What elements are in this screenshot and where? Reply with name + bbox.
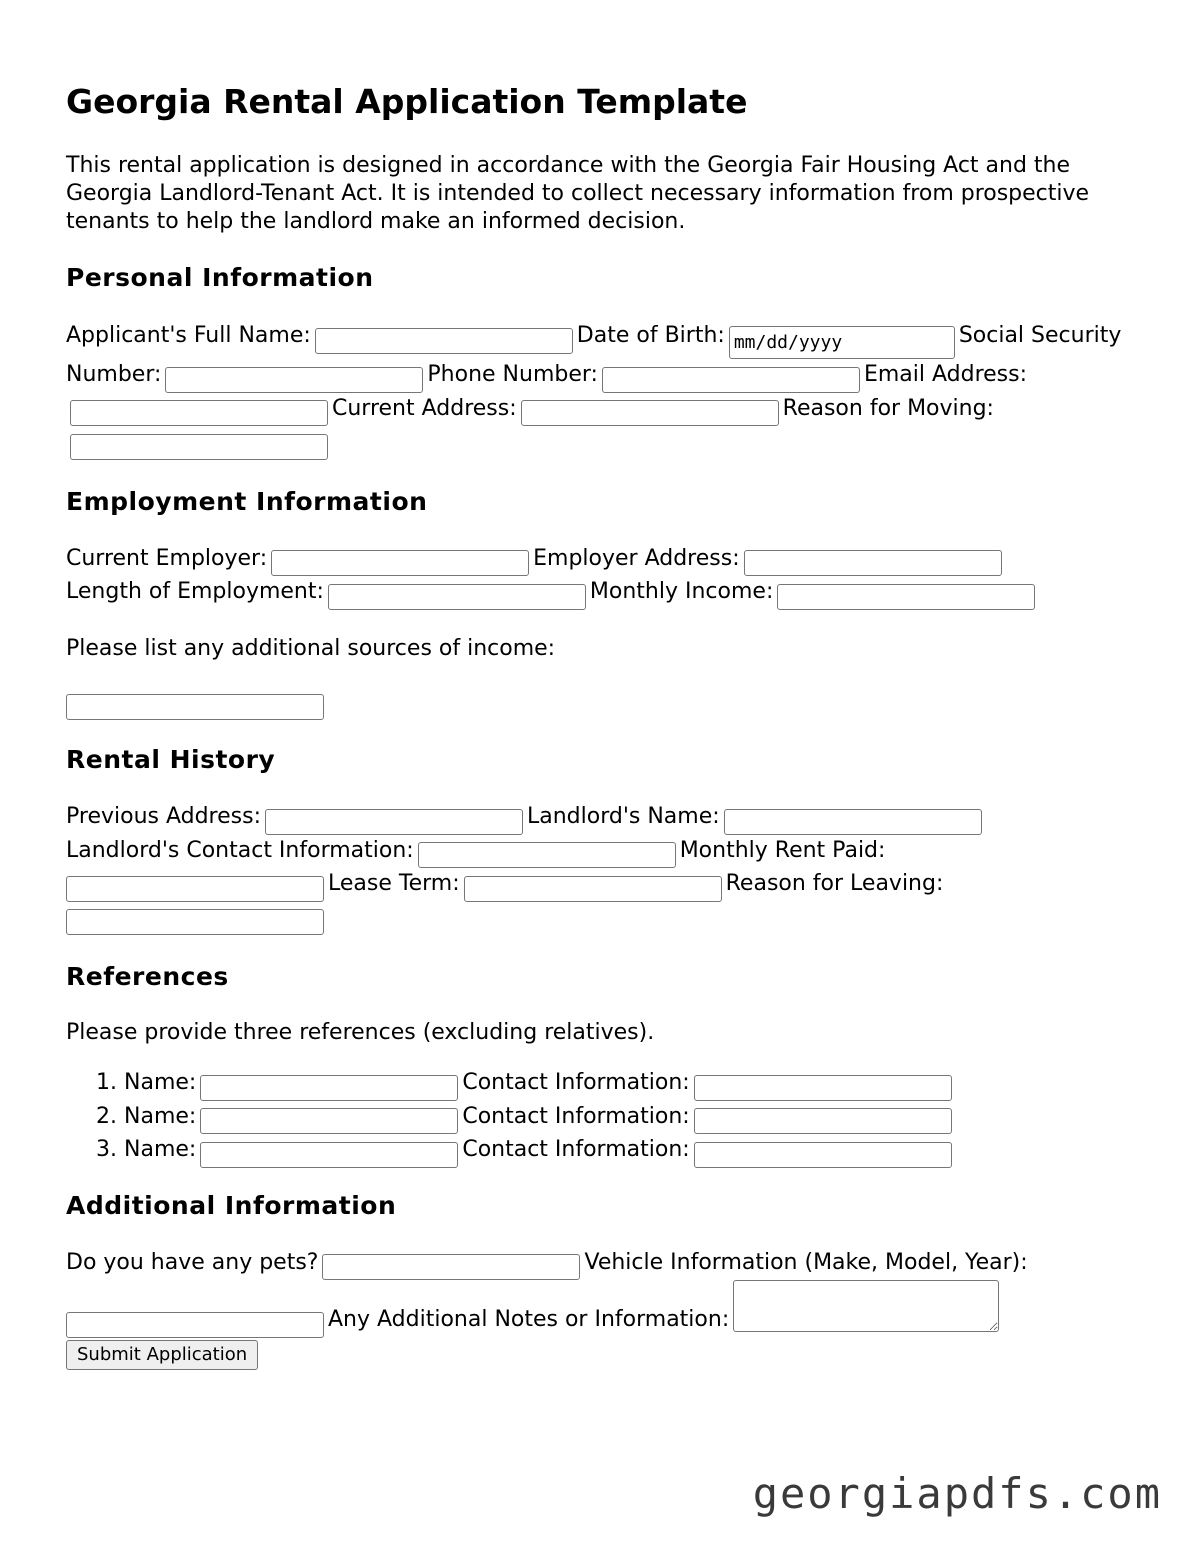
notes-textarea[interactable] [733, 1280, 999, 1332]
additional-income-prompt: Please list any additional sources of income: [66, 635, 556, 661]
employment-length-input[interactable] [328, 584, 586, 610]
monthly-income-input[interactable] [777, 584, 1035, 610]
phone-input[interactable] [602, 367, 860, 393]
references-prompt: Please provide three references (excluding relatives). [66, 1020, 655, 1045]
reference-number: 2. [96, 1103, 117, 1129]
landlord-contact-input[interactable] [418, 842, 676, 868]
employment-information-heading: Employment Information [66, 486, 428, 516]
reference-item [96, 1134, 1141, 1168]
watermark: georgiapdfs.com [752, 1469, 1162, 1518]
reason-moving-label: Reason for Moving: [782, 395, 994, 421]
intro-paragraph: This rental application is designed in accordance with the Georgia Fair Housing Act and the Georgia Landlord-Tenant Act. It is intended to collect necessary information from prospective tenants to help the landlord make an informed decision. [66, 153, 1090, 234]
personal-information-heading: Personal Information [66, 263, 374, 292]
reference-1-name-input[interactable] [200, 1075, 458, 1101]
reference-contact-label: Contact Information: [462, 1103, 690, 1129]
current-address-input[interactable] [521, 400, 779, 426]
reference-number: 3. [96, 1137, 117, 1162]
email-input[interactable] [70, 400, 328, 426]
references-list [66, 1067, 1141, 1168]
reference-name-label: Name: [124, 1103, 197, 1129]
ssn-input[interactable] [165, 367, 423, 393]
additional-information-heading: Additional Information [66, 1190, 397, 1220]
lease-term-input[interactable] [464, 876, 722, 902]
landlord-name-input[interactable] [724, 809, 982, 835]
employer-input[interactable] [271, 550, 529, 576]
reference-number: 1. [96, 1070, 117, 1095]
reference-name-label: Name: [124, 1137, 197, 1162]
rent-paid-label: Monthly Rent Paid: [679, 837, 886, 863]
current-address-label: Current Address: [332, 395, 517, 421]
ssn-label: Social Security Number: [66, 323, 1122, 387]
vehicle-label: Vehicle Information (Make, Model, Year): [584, 1249, 1028, 1275]
additional-income-input[interactable] [66, 694, 324, 720]
rental-application-page [66, 0, 1141, 1370]
reason-moving-input[interactable] [70, 434, 328, 460]
employer-address-label: Employer Address: [533, 545, 740, 571]
employer-label: Current Employer: [66, 545, 268, 571]
previous-address-input[interactable] [265, 809, 523, 835]
employment-length-label: Length of Employment: [66, 579, 324, 604]
lease-term-label: Lease Term: [328, 871, 460, 896]
rental-history-fields [66, 801, 1141, 935]
dob-input[interactable] [729, 326, 955, 359]
reference-3-contact-input[interactable] [694, 1142, 952, 1168]
reference-name-label: Name: [124, 1070, 197, 1095]
rental-history-heading: Rental History [66, 745, 276, 774]
full-name-label: Applicant's Full Name: [66, 323, 311, 348]
reference-item [96, 1101, 1141, 1135]
reference-3-name-input[interactable] [200, 1142, 458, 1168]
notes-label: Any Additional Notes or Information: [328, 1307, 730, 1332]
reason-leaving-label: Reason for Leaving: [725, 871, 944, 896]
previous-address-label: Previous Address: [66, 804, 261, 829]
rent-paid-input[interactable] [66, 876, 324, 902]
reference-contact-label: Contact Information: [462, 1137, 690, 1162]
employment-information-fields [66, 543, 1141, 610]
reason-leaving-input[interactable] [66, 909, 324, 935]
additional-information-fields [66, 1247, 1141, 1370]
reference-1-contact-input[interactable] [694, 1075, 952, 1101]
submit-application-button[interactable]: Submit Application [66, 1340, 258, 1370]
dob-label: Date of Birth: [576, 323, 725, 348]
page-title: Georgia Rental Application Template [66, 82, 748, 121]
reference-2-contact-input[interactable] [694, 1108, 952, 1134]
additional-income-row [66, 687, 1141, 721]
reference-contact-label: Contact Information: [462, 1070, 690, 1095]
personal-information-fields [66, 320, 1141, 460]
pets-input[interactable] [322, 1254, 580, 1280]
reference-2-name-input[interactable] [200, 1108, 458, 1134]
email-label: Email Address: [863, 362, 1028, 387]
vehicle-input[interactable] [66, 1312, 324, 1338]
phone-label: Phone Number: [427, 362, 598, 387]
reference-item [96, 1067, 1141, 1101]
references-heading: References [66, 962, 229, 991]
pets-label: Do you have any pets? [66, 1249, 319, 1275]
employer-address-input[interactable] [744, 550, 1002, 576]
monthly-income-label: Monthly Income: [589, 579, 774, 604]
landlord-contact-label: Landlord's Contact Information: [66, 837, 414, 863]
full-name-input[interactable] [315, 328, 573, 354]
landlord-name-label: Landlord's Name: [527, 804, 720, 829]
